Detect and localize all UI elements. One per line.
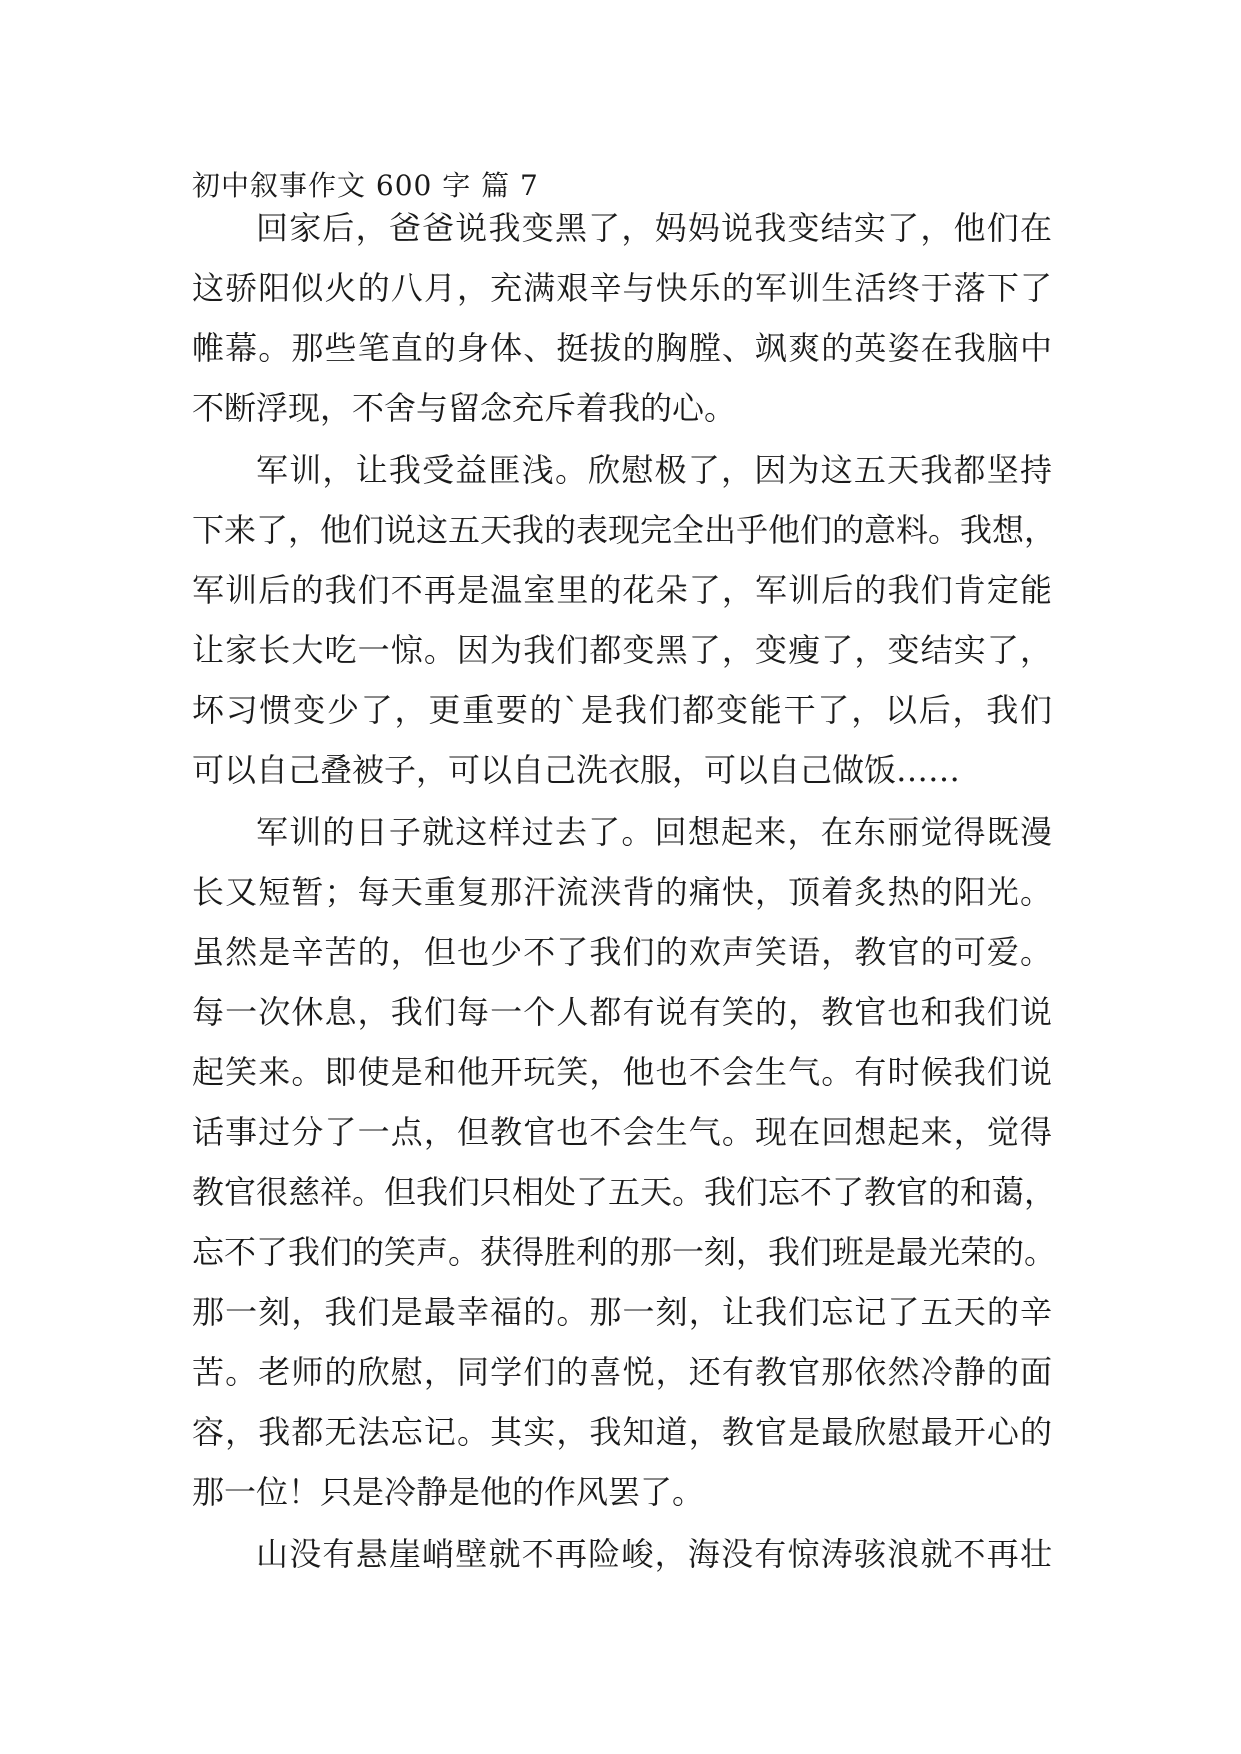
paragraph-1-line-4: 不断浮现，不舍与留念充斥着我的心。 [192, 389, 737, 427]
paragraph-2-line-6: 可以自己叠被子，可以自己洗衣服，可以自己做饭…… [192, 751, 961, 789]
paragraph-3-line-6: 话事过分了一点，但教官也不会生气。现在回想起来，觉得 [192, 1113, 1052, 1151]
paragraph-2-line-2: 下来了，他们说这五天我的表现完全出乎他们的意料。我想， [192, 511, 1057, 549]
document-title: 初中叙事作文 600 字 篇 7 [192, 169, 539, 202]
paragraph-3-line-4: 每一次休息，我们每一个人都有说有笑的，教官也和我们说 [192, 993, 1052, 1031]
paragraph-3-line-1: 军训的日子就这样过去了。回想起来，在东丽觉得既漫 [256, 813, 1052, 851]
paragraph-4-line-1: 山没有悬崖峭壁就不再险峻，海没有惊涛骇浪就不再壮 [256, 1535, 1052, 1573]
paragraph-2-line-5: 坏习惯变少了，更重要的`是我们都变能干了，以后，我们 [192, 691, 1052, 729]
paragraph-1-line-3: 帷幕。那些笔直的身体、挺拔的胸膛、飒爽的英姿在我脑中 [192, 329, 1052, 367]
paragraph-1-line-1: 回家后，爸爸说我变黑了，妈妈说我变结实了，他们在 [256, 209, 1052, 247]
paragraph-2-line-1: 军训，让我受益匪浅。欣慰极了，因为这五天我都坚持 [256, 451, 1052, 489]
paragraph-2-line-4: 让家长大吃一惊。因为我们都变黑了，变瘦了，变结实了， [192, 631, 1052, 669]
paragraph-3-line-12: 那一位！只是冷静是他的作风罢了。 [192, 1473, 705, 1511]
paragraph-2-line-3: 军训后的我们不再是温室里的花朵了，军训后的我们肯定能 [192, 571, 1052, 609]
paragraph-3-line-5: 起笑来。即使是和他开玩笑，他也不会生气。有时候我们说 [192, 1053, 1052, 1091]
paragraph-3-line-10: 苦。老师的欣慰，同学们的喜悦，还有教官那依然冷静的面 [192, 1353, 1052, 1391]
paragraph-3-line-7: 教官很慈祥。但我们只相处了五天。我们忘不了教官的和蔼， [192, 1173, 1057, 1211]
paragraph-3-line-11: 容，我都无法忘记。其实，我知道，教官是最欣慰最开心的 [192, 1413, 1052, 1451]
paragraph-1-line-2: 这骄阳似火的八月，充满艰辛与快乐的军训生活终于落下了 [192, 269, 1052, 307]
paragraph-3-line-3: 虽然是辛苦的，但也少不了我们的欢声笑语，教官的可爱。 [192, 933, 1052, 971]
paragraph-3-line-9: 那一刻，我们是最幸福的。那一刻，让我们忘记了五天的辛 [192, 1293, 1052, 1331]
paragraph-3-line-2: 长又短暂；每天重复那汗流浃背的痛快，顶着炙热的阳光。 [192, 873, 1052, 911]
paragraph-3-line-8: 忘不了我们的笑声。获得胜利的那一刻，我们班是最光荣的。 [192, 1233, 1057, 1271]
